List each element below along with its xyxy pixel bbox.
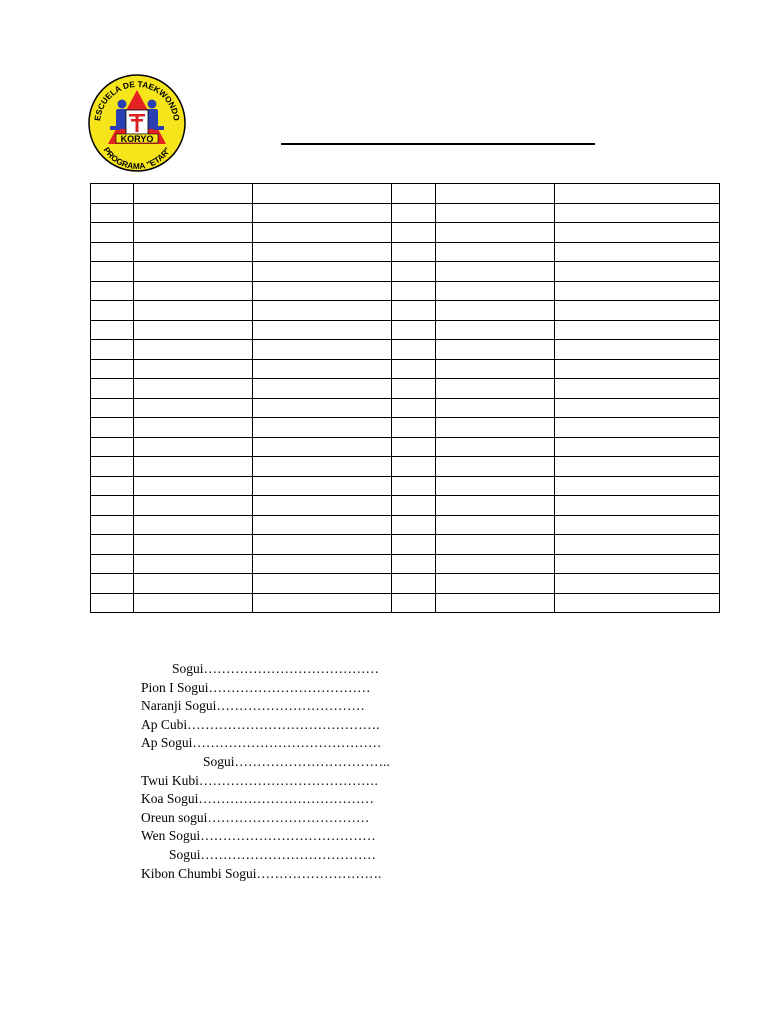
table-cell bbox=[392, 457, 436, 477]
table-cell bbox=[91, 203, 134, 223]
table-cell bbox=[134, 262, 253, 282]
stance-label: Pion I Sogui bbox=[141, 679, 209, 695]
table-cell bbox=[91, 476, 134, 496]
stance-label: Wen Sogui bbox=[141, 828, 201, 844]
table-cell bbox=[91, 515, 134, 535]
table-cell bbox=[91, 574, 134, 594]
table-cell bbox=[436, 262, 555, 282]
table-cell bbox=[134, 379, 253, 399]
stance-label: Sogui bbox=[172, 661, 204, 676]
table-cell bbox=[436, 301, 555, 321]
table-cell bbox=[392, 418, 436, 438]
stance-line bbox=[141, 753, 390, 772]
blank-grid-table bbox=[90, 183, 720, 613]
table-cell bbox=[555, 281, 720, 301]
table-cell bbox=[91, 281, 134, 301]
table-row bbox=[91, 301, 720, 321]
table-row bbox=[91, 476, 720, 496]
table-cell bbox=[436, 184, 555, 204]
table-cell bbox=[253, 398, 392, 418]
table-cell bbox=[134, 340, 253, 360]
table-cell bbox=[436, 242, 555, 262]
table-cell bbox=[253, 281, 392, 301]
table-cell bbox=[91, 398, 134, 418]
table-cell bbox=[134, 281, 253, 301]
stance-line bbox=[141, 679, 390, 698]
table-cell bbox=[134, 184, 253, 204]
stance-label: Naranji Sogui bbox=[141, 698, 217, 714]
table-row bbox=[91, 340, 720, 360]
table-cell bbox=[91, 359, 134, 379]
table-cell bbox=[436, 593, 555, 613]
table-cell bbox=[91, 262, 134, 282]
table-cell bbox=[392, 476, 436, 496]
table-cell bbox=[253, 457, 392, 477]
stance-blank-dots: ……………………………………. bbox=[187, 716, 380, 732]
table-cell bbox=[91, 593, 134, 613]
table-cell bbox=[555, 223, 720, 243]
stance-blank-dots: ……………………………… bbox=[207, 809, 370, 825]
stance-line bbox=[141, 846, 390, 865]
table-cell bbox=[555, 184, 720, 204]
table-row bbox=[91, 203, 720, 223]
stance-label: Oreun sogui bbox=[141, 809, 208, 825]
table-cell bbox=[555, 359, 720, 379]
table-cell bbox=[436, 203, 555, 223]
table-cell bbox=[555, 418, 720, 438]
table-cell bbox=[134, 223, 253, 243]
table-cell bbox=[392, 379, 436, 399]
table-cell bbox=[253, 320, 392, 340]
table-cell bbox=[91, 242, 134, 262]
table-row bbox=[91, 496, 720, 516]
table-cell bbox=[91, 320, 134, 340]
table-cell bbox=[91, 437, 134, 457]
table-cell bbox=[555, 574, 720, 594]
table-cell bbox=[436, 359, 555, 379]
table-cell bbox=[134, 320, 253, 340]
table-cell bbox=[436, 281, 555, 301]
stance-list bbox=[141, 660, 390, 883]
table-cell bbox=[392, 262, 436, 282]
table-row bbox=[91, 223, 720, 243]
table-cell bbox=[253, 554, 392, 574]
table-cell bbox=[555, 242, 720, 262]
table-row bbox=[91, 320, 720, 340]
table-cell bbox=[436, 535, 555, 555]
table-cell bbox=[436, 418, 555, 438]
table-cell bbox=[253, 476, 392, 496]
table-row bbox=[91, 359, 720, 379]
table-cell bbox=[91, 554, 134, 574]
table-cell bbox=[253, 418, 392, 438]
table-cell bbox=[134, 476, 253, 496]
table-cell bbox=[555, 515, 720, 535]
stance-label: Twui Kubi bbox=[141, 772, 199, 788]
table-cell bbox=[436, 476, 555, 496]
table-cell bbox=[392, 496, 436, 516]
table-cell bbox=[91, 301, 134, 321]
table-cell bbox=[555, 262, 720, 282]
table-cell bbox=[91, 457, 134, 477]
table-cell bbox=[134, 203, 253, 223]
table-cell bbox=[555, 301, 720, 321]
table-cell bbox=[392, 340, 436, 360]
stance-line bbox=[141, 697, 390, 716]
table-cell bbox=[555, 203, 720, 223]
table-cell bbox=[392, 437, 436, 457]
table-cell bbox=[253, 242, 392, 262]
table-cell bbox=[392, 535, 436, 555]
table-cell bbox=[253, 340, 392, 360]
table-cell bbox=[253, 301, 392, 321]
stance-label: Ap Sogui bbox=[141, 735, 193, 751]
stance-blank-dots: ……………………………… bbox=[208, 679, 371, 695]
table-cell bbox=[392, 301, 436, 321]
title-blank-line bbox=[281, 143, 595, 145]
table-row bbox=[91, 593, 720, 613]
table-cell bbox=[91, 379, 134, 399]
table-cell bbox=[134, 437, 253, 457]
table-cell bbox=[436, 496, 555, 516]
stance-line bbox=[141, 790, 390, 809]
stance-line bbox=[141, 716, 390, 735]
table-cell bbox=[555, 437, 720, 457]
svg-text:PROGRAMA "ETAR": PROGRAMA "ETAR" bbox=[101, 145, 173, 172]
table-cell bbox=[134, 301, 253, 321]
table-cell bbox=[134, 515, 253, 535]
table-cell bbox=[436, 437, 555, 457]
table-cell bbox=[392, 242, 436, 262]
table-cell bbox=[436, 379, 555, 399]
stance-label: Kibon Chumbi Sogui bbox=[141, 865, 257, 881]
stance-blank-dots: ………………………………… bbox=[198, 791, 374, 807]
stance-blank-dots: ………………………………… bbox=[203, 661, 380, 676]
stance-line bbox=[141, 734, 390, 753]
table-cell bbox=[436, 223, 555, 243]
table-row bbox=[91, 515, 720, 535]
table-cell bbox=[134, 457, 253, 477]
table-row bbox=[91, 242, 720, 262]
table-row bbox=[91, 379, 720, 399]
table-cell bbox=[91, 340, 134, 360]
table-cell bbox=[392, 554, 436, 574]
table-cell bbox=[436, 515, 555, 535]
stance-line bbox=[141, 660, 390, 679]
koryo-emblem-icon bbox=[86, 72, 188, 172]
table-cell bbox=[253, 593, 392, 613]
table-row bbox=[91, 281, 720, 301]
table-cell bbox=[91, 418, 134, 438]
table-cell bbox=[253, 359, 392, 379]
svg-text:KORYO: KORYO bbox=[120, 134, 154, 144]
stance-line bbox=[141, 827, 390, 846]
table-cell bbox=[253, 535, 392, 555]
table-cell bbox=[253, 203, 392, 223]
table-cell bbox=[134, 593, 253, 613]
table-cell bbox=[253, 379, 392, 399]
table-cell bbox=[134, 242, 253, 262]
stance-blank-dots: ………………………. bbox=[256, 865, 382, 881]
stance-blank-dots: ………………………………… bbox=[200, 846, 377, 862]
stance-line bbox=[141, 809, 390, 828]
table-cell bbox=[555, 457, 720, 477]
stance-label: Koa Sogui bbox=[141, 791, 199, 807]
stance-blank-dots: ………………………………… bbox=[200, 828, 376, 844]
table-cell bbox=[555, 535, 720, 555]
table-cell bbox=[555, 320, 720, 340]
table-cell bbox=[134, 418, 253, 438]
table-cell bbox=[134, 574, 253, 594]
table-cell bbox=[91, 223, 134, 243]
table-cell bbox=[91, 184, 134, 204]
table-cell bbox=[555, 340, 720, 360]
table-cell bbox=[436, 457, 555, 477]
table-cell bbox=[253, 262, 392, 282]
table-row bbox=[91, 262, 720, 282]
table-cell bbox=[392, 203, 436, 223]
table-cell bbox=[392, 223, 436, 243]
table-cell bbox=[134, 554, 253, 574]
table-cell bbox=[253, 184, 392, 204]
table-row bbox=[91, 574, 720, 594]
svg-text:ESCUELA DE TAEKWONDO: ESCUELA DE TAEKWONDO bbox=[92, 78, 182, 122]
stance-blank-dots: …………………………………. bbox=[198, 772, 378, 788]
table-cell bbox=[555, 379, 720, 399]
stance-blank-dots: …………………………………… bbox=[192, 735, 382, 751]
table-cell bbox=[392, 574, 436, 594]
table-cell bbox=[253, 437, 392, 457]
table-cell bbox=[555, 554, 720, 574]
table-cell bbox=[436, 554, 555, 574]
table-cell bbox=[555, 398, 720, 418]
table-cell bbox=[436, 574, 555, 594]
stance-line bbox=[141, 772, 390, 791]
table-cell bbox=[392, 184, 436, 204]
table-cell bbox=[392, 320, 436, 340]
table-cell bbox=[392, 359, 436, 379]
table-cell bbox=[555, 593, 720, 613]
table-cell bbox=[134, 496, 253, 516]
table-cell bbox=[134, 359, 253, 379]
table-row bbox=[91, 554, 720, 574]
stance-label: Sogui bbox=[169, 846, 201, 862]
table-cell bbox=[253, 496, 392, 516]
table-row bbox=[91, 184, 720, 204]
table-cell bbox=[253, 223, 392, 243]
table-cell bbox=[392, 593, 436, 613]
table-cell bbox=[134, 535, 253, 555]
stance-blank-dots: …………………………….. bbox=[234, 753, 390, 769]
table-cell bbox=[436, 340, 555, 360]
table-cell bbox=[91, 496, 134, 516]
table-cell bbox=[134, 398, 253, 418]
school-logo bbox=[86, 72, 188, 172]
stance-blank-dots: …………………………… bbox=[216, 698, 365, 714]
table-row bbox=[91, 457, 720, 477]
table-row bbox=[91, 398, 720, 418]
table-cell bbox=[436, 398, 555, 418]
stance-label: Sogui bbox=[203, 753, 235, 769]
table-cell bbox=[392, 398, 436, 418]
table-cell bbox=[91, 535, 134, 555]
table-cell bbox=[555, 496, 720, 516]
table-row bbox=[91, 437, 720, 457]
table-row bbox=[91, 418, 720, 438]
table-cell bbox=[253, 574, 392, 594]
table-cell bbox=[392, 281, 436, 301]
stance-label: Ap Cubi bbox=[141, 716, 188, 732]
table-cell bbox=[436, 320, 555, 340]
stance-line bbox=[141, 865, 390, 884]
table-row bbox=[91, 535, 720, 555]
table-cell bbox=[555, 476, 720, 496]
table-cell bbox=[392, 515, 436, 535]
table-cell bbox=[253, 515, 392, 535]
